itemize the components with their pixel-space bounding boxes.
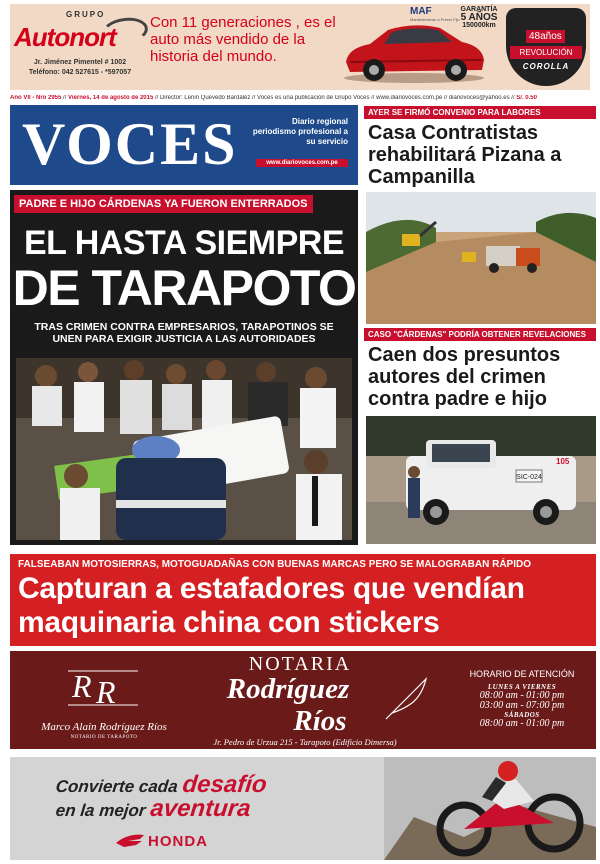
honda-slogan-2a: en la mejor — [54, 801, 147, 820]
notary-person-title: NOTARIO DE TARAPOTO — [70, 735, 138, 740]
publisher-note: Voces es una publicación de Grupo Voces — [257, 95, 370, 101]
autonort-contact — [20, 58, 140, 78]
right-bottom-headline[interactable]: Caen dos presuntos autores del crimen contra padre e hijo — [368, 344, 561, 410]
notaria-address: Jr. Pedro de Urzua 215 - Tarapoto (Edificio Dimersa) — [213, 737, 397, 747]
guarantee-block — [457, 6, 501, 30]
autonort-phone: Teléfono: 042 527615 - *597057 — [28, 69, 132, 76]
newspaper-tagline: Diario regional periodismo profesional a su servicio — [252, 117, 348, 146]
weekday-hours-1: 08:00 am - 01:00 pm — [479, 690, 565, 701]
saturday-label: SÁBADOS — [504, 711, 540, 719]
honda-slogan-line2 — [55, 795, 252, 823]
hours-title: HORARIO DE ATENCIÓN — [469, 669, 575, 679]
bottom-story-kicker: FALSEABAN MOTOSIERRAS, MOTOGUADAÑAS CON BUENAS MARCAS PERO SE MALOGRABAN RÁPIDO — [18, 559, 531, 570]
notaria-name-line1: Rodríguez — [226, 673, 350, 705]
road-works-photo — [366, 192, 596, 324]
guarantee-title: GARANTÍA — [460, 6, 498, 13]
main-headline-line1: EL HASTA SIEMPRE — [23, 224, 345, 262]
right-bottom-kicker: CASO "CÁRDENAS" PODRÍA OBTENER REVELACIONES — [364, 328, 596, 341]
newspaper-title: VOCES — [22, 111, 238, 177]
newspaper-url[interactable]: www.diariovoces.com.pe — [256, 159, 348, 167]
honda-ad[interactable] — [10, 757, 596, 860]
saturday-hours: 08:00 am - 01:00 pm — [479, 718, 565, 729]
notary-person: Marco Alain Rodríguez Ríos — [41, 721, 167, 733]
price: S/. 0.50 — [516, 95, 537, 101]
autonort-grupo-label: GRUPO — [66, 10, 106, 19]
truck-plate: SIC-024 — [516, 474, 542, 481]
honda-slogan-1a: Convierte cada — [54, 777, 179, 796]
guarantee-years: 5 AÑOS — [460, 12, 498, 23]
notaria-monogram-icon — [62, 663, 144, 709]
years-badge: 48años — [526, 30, 565, 43]
notaria-title: NOTARIA — [248, 653, 352, 675]
bottom-story[interactable] — [10, 554, 596, 646]
honda-slogan-1b: desafío — [181, 771, 269, 798]
right-top-headline[interactable]: Casa Contratistas rehabilitará Pizana a Campanilla — [368, 122, 562, 188]
weekday-hours-2: 03:00 am - 07:00 pm — [479, 700, 565, 711]
main-story-kicker: PADRE E HIJO CÁRDENAS YA FUERON ENTERRADOS — [14, 195, 313, 213]
email-link[interactable]: diariovoces@yahoo.es — [448, 95, 510, 101]
right-top-kicker: AYER SE FIRMÓ CONVENIO PARA LABORES — [364, 106, 596, 119]
autonort-address: Jr. Jiménez Pimentel # 1002 — [33, 59, 127, 66]
site-link[interactable]: www.diariovoces.com.pe — [376, 95, 443, 101]
autonort-brand: Autonort — [14, 22, 116, 52]
director-name: Director: Lenin Quevedo Bardález — [159, 95, 251, 101]
truck-number: 105 — [556, 457, 570, 466]
issue-date: Viernes, 14 de agosto de 2015 — [68, 95, 154, 101]
main-headline-line2: DE TARAPOTO — [12, 260, 356, 316]
revolution-label: REVOLUCIÓN — [510, 46, 582, 59]
maf-subtitle: Mantenimiento a Precio Fijo — [410, 17, 460, 22]
guarantee-km: 150000km — [462, 22, 496, 29]
corolla-label: COROLLA — [522, 62, 570, 71]
funeral-photo — [16, 358, 352, 540]
issue-info-line: Año VII - Nro 2955 // Viernes, 14 de agosto de 2015 // Director: Lenin Quevedo Bardález // Voces es una publicación de Grupo Voces // www.diariovoces.com.pe // diariovoces@yahoo.es // S/. 0.50 — [10, 95, 537, 101]
issue-number: Año VII - Nro 2955 — [10, 95, 62, 101]
autonort-logo — [14, 10, 146, 50]
svg-text:R: R — [72, 668, 92, 704]
weekdays-label: LUNES A VIERNES — [487, 683, 557, 691]
main-story-subhead: TRAS CRIMEN CONTRA EMPRESARIOS, TARAPOTINOS SE UNEN PARA EXIGIR JUSTICIA A LAS AUTORIDADES — [34, 321, 334, 345]
maf-logo: MAF — [410, 6, 432, 17]
office-hours — [455, 669, 589, 729]
honda-wing-icon — [114, 831, 146, 851]
main-story[interactable] — [10, 190, 358, 545]
quill-icon — [382, 677, 430, 721]
autonort-ad[interactable] — [10, 4, 590, 90]
masthead — [10, 105, 358, 185]
police-truck-photo — [366, 416, 596, 544]
honda-slogan-2b: aventura — [149, 795, 253, 822]
svg-text:R: R — [96, 674, 116, 709]
bottom-story-headline: Capturan a estafadores que vendían maquinaria china con stickers — [18, 572, 525, 639]
notaria-name-line2: Ríos — [293, 705, 347, 737]
motocross-rider-image — [384, 757, 596, 860]
notaria-ad[interactable] — [10, 651, 596, 749]
autonort-slogan: Con 11 generaciones , es el auto más vendido de la historia del mundo. — [150, 14, 336, 65]
honda-brand: HONDA — [148, 833, 208, 850]
